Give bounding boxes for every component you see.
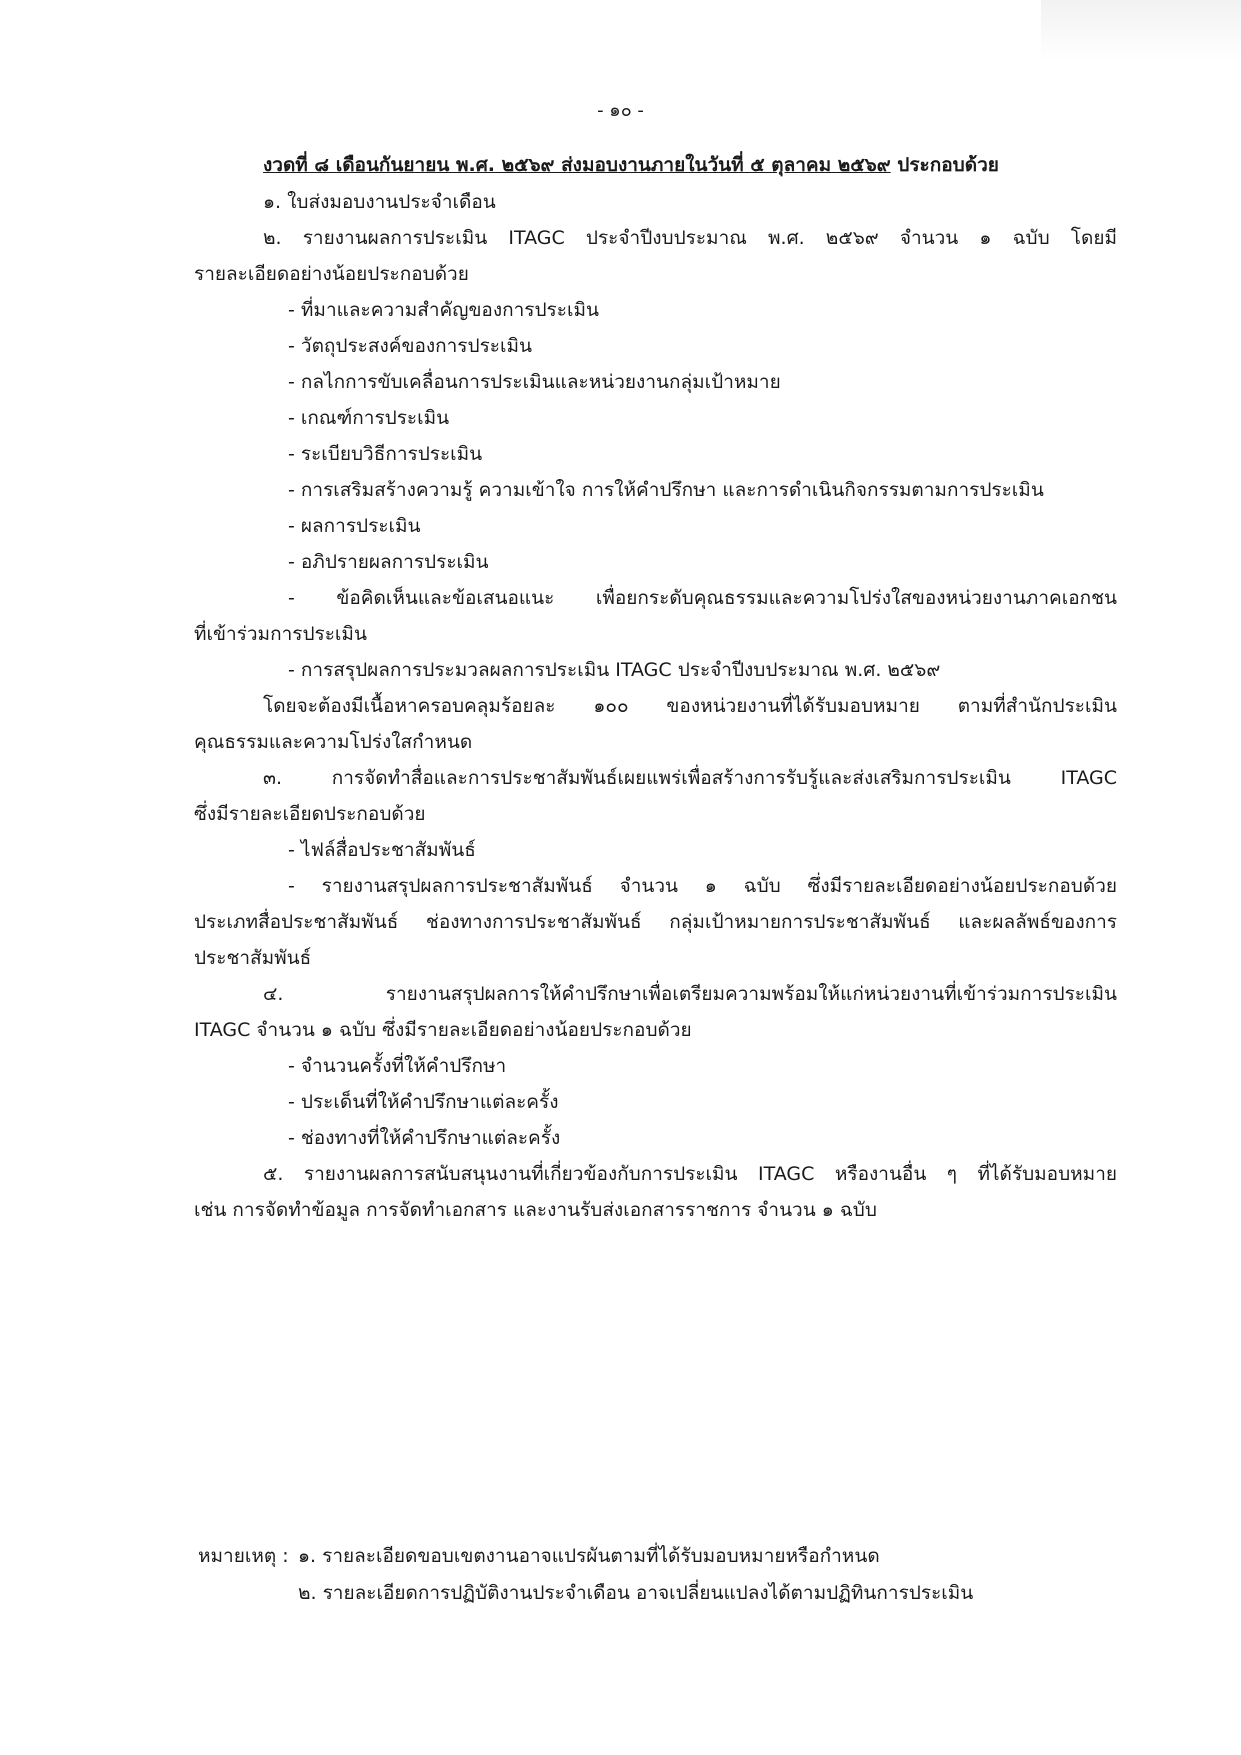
installment-heading-underlined: งวดที่ ๘ เดือนกันยายน พ.ศ. ๒๕๖๙ ส่งมอบงานภายในวันที่ ๕ ตุลาคม ๒๕๖๙ [263,154,891,176]
note-label: หมายเหตุ : [198,1545,289,1567]
item-2-line-1: ๒. รายงานผลการประเมิน ITAGC ประจำปีงบประมาณ พ.ศ. ๒๕๖๙ จำนวน ๑ ฉบับ โดยมี [263,227,1117,249]
item-2-bullet: - ที่มาและความสำคัญของการประเมิน [288,299,599,321]
item-2-suggestion-line-1: - ข้อคิดเห็นและข้อเสนอแนะ เพื่อยกระดับคุณธรรมและความโปร่งใสของหน่วยงานภาคเอกชน [288,587,1117,609]
scan-shadow [1041,0,1241,60]
item-3-bullet-1: - ไฟล์สื่อประชาสัมพันธ์ [288,839,476,861]
item-2-bullet: - กลไกการขับเคลื่อนการประเมินและหน่วยงานกลุ่มเป้าหมาย [288,371,781,393]
coverage-line-2: คุณธรรมและความโปร่งใสกำหนด [194,731,473,753]
item-3-bullet-2-line-1: - รายงานสรุปผลการประชาสัมพันธ์ จำนวน ๑ ฉบับ ซึ่งมีรายละเอียดอย่างน้อยประกอบด้วย [288,875,1117,897]
item-2-bullet: - การเสริมสร้างความรู้ ความเข้าใจ การให้คำปรึกษา และการดำเนินกิจกรรมตามการประเมิน [288,479,1044,501]
installment-heading [263,150,999,180]
item-3-bullet-2-line-2: ประเภทสื่อประชาสัมพันธ์ ช่องทางการประชาสัมพันธ์ กลุ่มเป้าหมายการประชาสัมพันธ์ และผลลัพธ์ของการ [194,911,1117,933]
item-2-bullet: - เกณฑ์การประเมิน [288,407,450,429]
item-5-line-2: เช่น การจัดทำข้อมูล การจัดทำเอกสาร และงานรับส่งเอกสารราชการ จำนวน ๑ ฉบับ [194,1199,877,1221]
coverage-line-1: โดยจะต้องมีเนื้อหาครอบคลุมร้อยละ ๑๐๐ ของหน่วยงานที่ได้รับมอบหมาย ตามที่สำนักประเมิน [263,695,1117,717]
item-2-bullet: - วัตถุประสงค์ของการประเมิน [288,335,532,357]
item-4-line-2: ITAGC จำนวน ๑ ฉบับ ซึ่งมีรายละเอียดอย่างน้อยประกอบด้วย [194,1019,692,1041]
item-2-line-2: รายละเอียดอย่างน้อยประกอบด้วย [194,263,469,285]
item-3-bullet-2-line-3: ประชาสัมพันธ์ [194,947,312,969]
item-2-bullet: - ผลการประเมิน [288,515,421,537]
note-line-2: ๒. รายละเอียดการปฏิบัติงานประจำเดือน อาจเปลี่ยนแปลงได้ตามปฏิทินการประเมิน [298,1582,974,1604]
item-1: ๑. ใบส่งมอบงานประจำเดือน [263,191,496,213]
item-2-suggestion-line-2: ที่เข้าร่วมการประเมิน [194,623,367,645]
item-2-summary: - การสรุปผลการประมวลผลการประเมิน ITAGC ประจำปีงบประมาณ พ.ศ. ๒๕๖๙ [288,659,941,681]
item-3-line-1: ๓. การจัดทำสื่อและการประชาสัมพันธ์เผยแพร่เพื่อสร้างการรับรู้และส่งเสริมการประเมิน ITAGC [263,767,1117,789]
item-4-bullet: - จำนวนครั้งที่ให้คำปรึกษา [288,1055,507,1077]
item-5-line-1: ๕. รายงานผลการสนับสนุนงานที่เกี่ยวข้องกับการประเมิน ITAGC หรืองานอื่น ๆ ที่ได้รับมอบหมาย [263,1163,1117,1185]
item-2-bullet: - ระเบียบวิธีการประเมิน [288,443,483,465]
item-3-line-2: ซึ่งมีรายละเอียดประกอบด้วย [194,803,426,825]
item-4-bullet: - ประเด็นที่ให้คำปรึกษาแต่ละครั้ง [288,1091,559,1113]
installment-heading-rest: ประกอบด้วย [890,154,999,176]
item-4-line-1: ๔. รายงานสรุปผลการให้คำปรึกษาเพื่อเตรียมความพร้อมให้แก่หน่วยงานที่เข้าร่วมการประเมิน [263,983,1117,1005]
item-4-bullet: - ช่องทางที่ให้คำปรึกษาแต่ละครั้ง [288,1127,561,1149]
item-2-bullet: - อภิปรายผลการประเมิน [288,551,489,573]
page-number: - ๑๐ - [597,100,644,121]
note-line-1: ๑. รายละเอียดขอบเขตงานอาจแปรผันตามที่ได้รับมอบหมายหรือกำหนด [298,1545,880,1567]
